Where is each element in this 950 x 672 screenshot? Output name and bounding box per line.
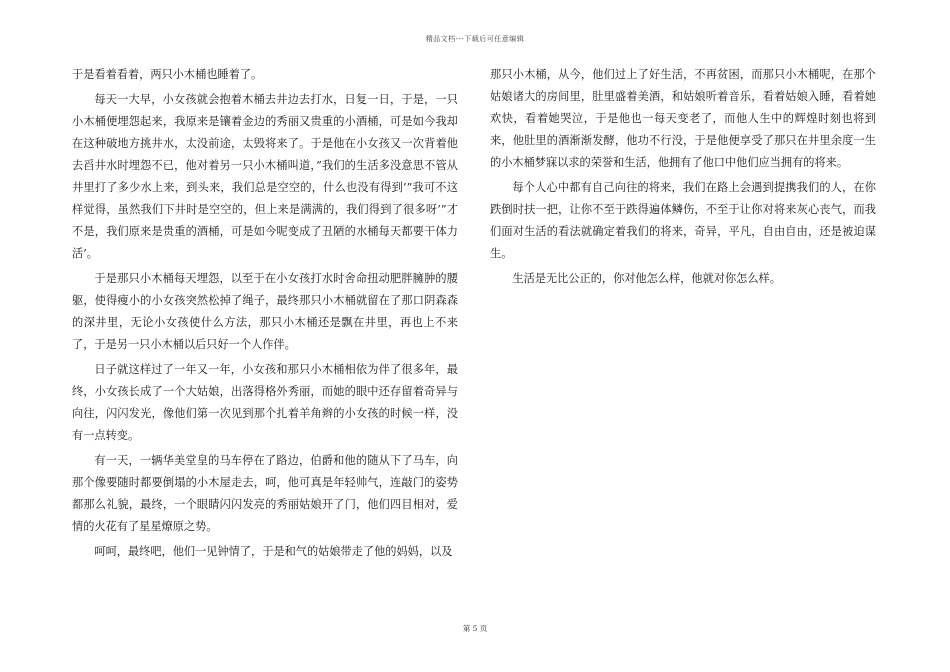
paragraph: 每个人心中都有自己向往的将来，我们在路上会遇到提携我们的人，在你跌倒时扶一把，让你不至于跌得遍体鳞伤，不至于让你对将来灰心丧气，而我们面对生活的看法就确定着我们的将来，奇异，平凡，自由自由，还是被迫谋生。 bbox=[490, 181, 876, 260]
page-number: 第 5 页 bbox=[462, 624, 488, 633]
paragraph: 于是看着看着，两只小木桶也睡着了。 bbox=[72, 68, 263, 81]
paragraph: 每天一大早，小女孩就会抱着木桶去井边去打水，日复一日，于是，一只小木桶便埋怨起来，我原来是镶着金边的秀丽又贵重的小酒桶，可是如今我却在这种破地方挑井水，太没前途，太毁将来了。于是他在小女孩又一次背着他去舀井水时埋怨不已，他对着另一只小木桶叫道，”我们的生活多没意思不管从井里打了多少水上来，到头来，我们总是空空的，什么也没有得到’”我可不这样觉得，虽然我们下井时是空空的，但上来是满满的，我们得到了很多呀’”才不是，我们原来是贵重的酒桶，可是如今呢变成了丑陋的水桶每天都要干体力活’。 bbox=[72, 93, 458, 260]
paragraph: 那只小木桶，从今，他们过上了好生活，不再贫困，而那只小木桶呢，在那个姑娘诸大的房间里，肚里盛着美酒，和姑娘听着音乐，看着姑娘入睡，看着她欢快，看着她哭泣，于是他也一每天变老了，而他人生中的辉煌时刻也将到来，他肚里的酒渐渐发酵，他功不行没，于是他便享受了那只在井里余度一生的小木桶梦寐以求的荣誉和生活，他拥有了他口中他们应当拥有的将来。 bbox=[490, 68, 876, 169]
paragraph: 日子就这样过了一年又一年，小女孩和那只小木桶相依为伴了很多年，最终，小女孩长成了一个大姑娘，出落得格外秀丽，而她的眼中还存留着奇异与向往，闪闪发光，像他们第一次见到那个扎着羊角辫的小女孩的时候一样，没有一点转变。 bbox=[72, 363, 458, 442]
page-header: 精品文档---下载后可任意编辑 bbox=[425, 35, 525, 43]
paragraph: 于是那只小木桶每天埋怨，以至于在小女孩打水时舍命扭动肥胖臃肿的腰躯，使得瘦小的小女孩突然松掉了绳子，最终那只小木桶就留在了那口阴森森的深井里，无论小女孩使什么方法，那只小木桶还是飘在井里，再也上不来了，于是另一只小木桶以后只好一个人作伴。 bbox=[72, 272, 458, 351]
paragraph: 有一天，一辆华美堂皇的马车停在了路边，伯爵和他的随从下了马车，向那个像要随时都要倒塌的小木屋走去，呵，他可真是年轻帅气，连敲门的姿势都那么礼貌，最终，一个眼睛闪闪发亮的秀丽姑娘开了门，他们四目相对，爱情的火花有了星星燎原之势。 bbox=[72, 454, 458, 533]
right-column bbox=[490, 64, 876, 293]
left-column bbox=[72, 64, 458, 566]
paragraph: 呵呵，最终吧，他们一见钟情了，于是和气的姑娘带走了他的妈妈，以及 bbox=[94, 545, 453, 558]
paragraph: 生活是无比公正的，你对他怎么样，他就对你怎么样。 bbox=[512, 272, 781, 285]
